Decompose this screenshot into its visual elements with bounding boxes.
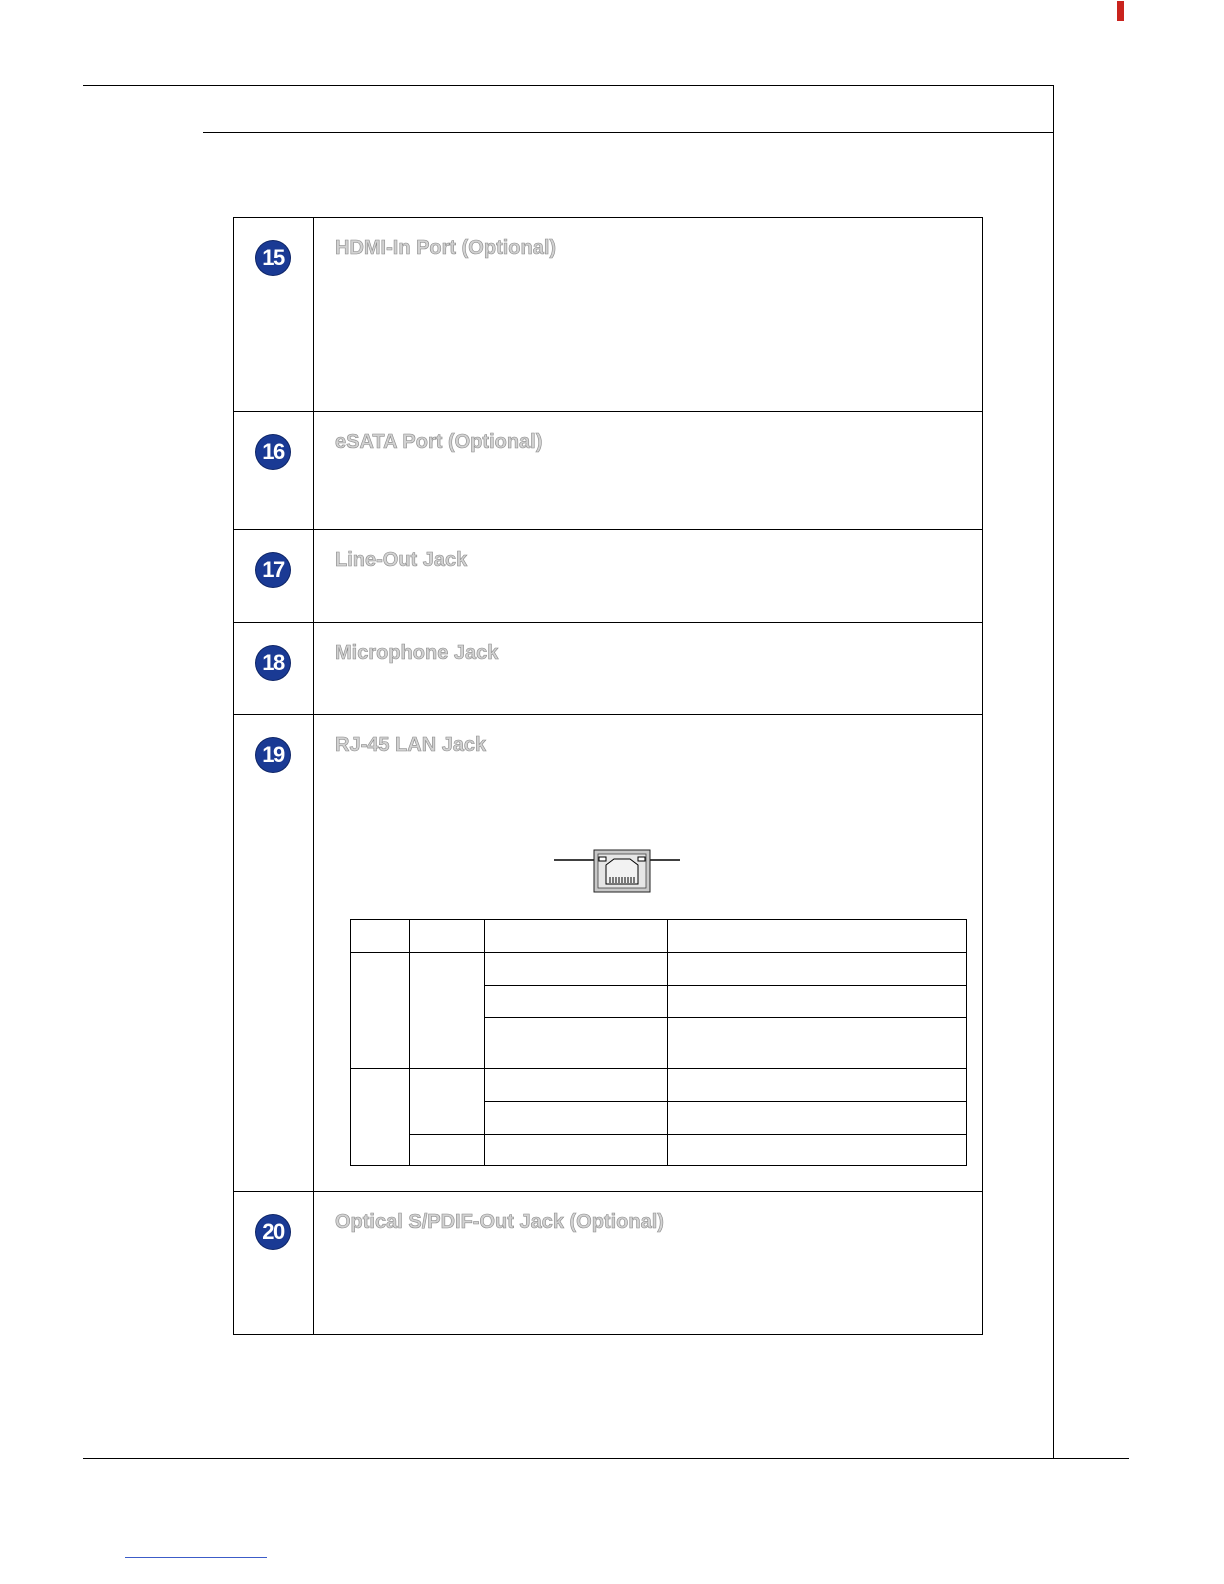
table-cell <box>485 953 668 986</box>
table-cell <box>351 920 410 953</box>
table-cell <box>410 920 485 953</box>
port-desc-cell <box>314 530 983 623</box>
table-row <box>351 953 967 986</box>
table-cell <box>410 953 485 1069</box>
port-desc-cell <box>314 218 983 412</box>
table-row <box>351 1135 967 1166</box>
table-cell <box>485 1102 668 1135</box>
port-number-badge: 17 <box>256 553 290 587</box>
port-desc-cell <box>314 623 983 715</box>
table-cell <box>410 1069 485 1135</box>
table-cell <box>668 920 967 953</box>
ports-table <box>233 217 983 1335</box>
table-cell <box>668 1069 967 1102</box>
port-desc-cell <box>314 715 983 1192</box>
margin-rule <box>1053 85 1054 1459</box>
port-number-badge: 16 <box>256 435 290 469</box>
header-rule <box>83 85 1054 86</box>
table-row <box>351 1069 967 1102</box>
port-title: HDMI-In Port (Optional) <box>335 237 557 259</box>
port-number-badge: 18 <box>256 646 290 680</box>
table-cell <box>351 953 410 1069</box>
port-number-cell <box>234 412 314 530</box>
port-number-cell <box>234 623 314 715</box>
footer-rule <box>83 1458 1129 1459</box>
port-number-badge: 15 <box>256 241 290 275</box>
port-row-esata <box>234 412 983 530</box>
port-title: RJ-45 LAN Jack <box>335 734 487 756</box>
port-number-cell <box>234 1192 314 1335</box>
port-row-line-out <box>234 530 983 623</box>
port-number-cell <box>234 530 314 623</box>
led-status-table <box>350 919 967 1166</box>
table-cell <box>485 1018 668 1069</box>
port-desc-cell <box>314 412 983 530</box>
table-cell <box>485 1069 668 1102</box>
port-title: Line-Out Jack <box>335 549 468 571</box>
port-row-hdmi-in <box>234 218 983 412</box>
table-row <box>351 920 967 953</box>
port-title: Microphone Jack <box>335 642 499 664</box>
table-cell <box>668 1135 967 1166</box>
table-cell <box>668 986 967 1018</box>
port-number-cell <box>234 218 314 412</box>
footer-link-underline[interactable] <box>125 1557 267 1558</box>
port-row-rj45-lan <box>234 715 983 1192</box>
port-number-badge: 20 <box>256 1215 290 1249</box>
table-cell <box>351 1069 410 1166</box>
table-cell <box>485 986 668 1018</box>
table-cell <box>485 920 668 953</box>
port-title: Optical S/PDIF-Out Jack (Optional) <box>335 1211 664 1233</box>
port-row-microphone <box>234 623 983 715</box>
table-cell <box>668 953 967 986</box>
port-desc-cell <box>314 1192 983 1335</box>
table-cell <box>668 1018 967 1069</box>
rj45-port-icon <box>554 849 684 895</box>
port-number-cell <box>234 715 314 1192</box>
port-row-optical-spdif <box>234 1192 983 1335</box>
rj45-section <box>314 715 982 1125</box>
page-corner-mark <box>1117 1 1124 21</box>
table-cell <box>668 1102 967 1135</box>
table-cell <box>410 1135 485 1166</box>
table-cell <box>485 1135 668 1166</box>
port-number-badge: 19 <box>256 738 290 772</box>
header-subrule <box>203 132 1054 133</box>
port-title: eSATA Port (Optional) <box>335 431 543 453</box>
